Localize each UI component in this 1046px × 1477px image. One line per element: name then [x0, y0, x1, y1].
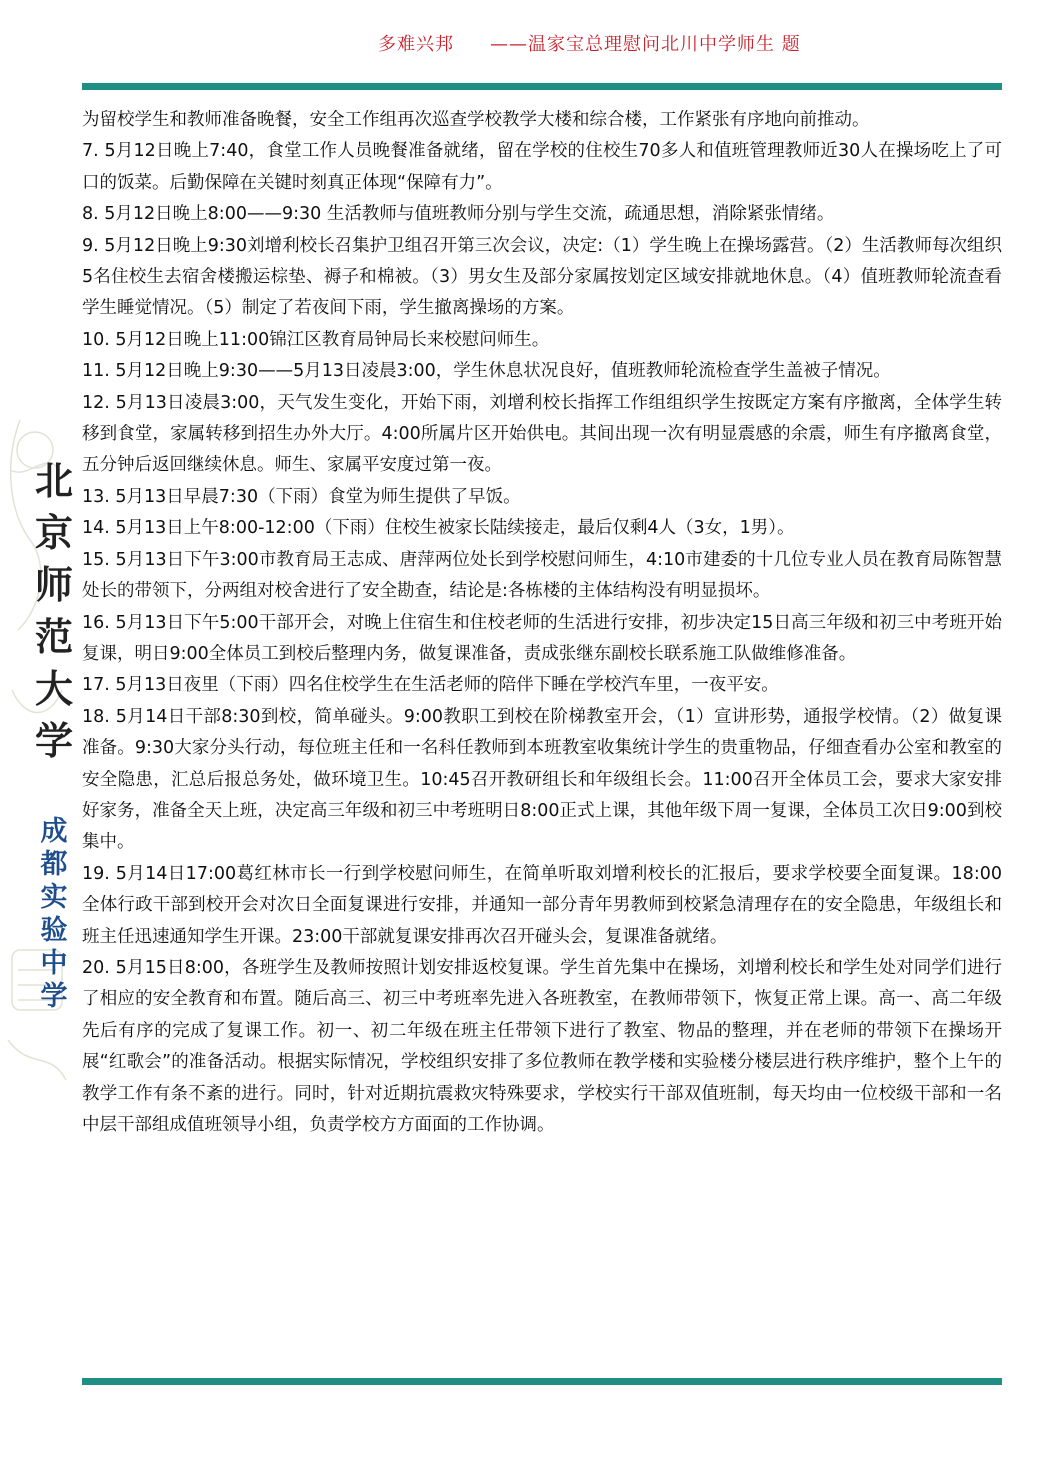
- paragraph-20: 20. 5月15日8:00，各班学生及教师按照计划安排返校复课。学生首先集中在操场，刘增利校长和学生处对同学们进行了相应的安全教育和布置。随后高三、初三中考班率先进入各班教室，在教师带领下，恢复正常上课。高一、高二年级先后有序的完成了复课工作。初一、初二年级在班主任带领下进行了教室、物品的整理，并在老师的带领下在操场开展“红歌会”的准备活动。根据实际情况，学校组织安排了多位教师在教学楼和实验楼分楼层进行秩序维护，整个上午的教学工作有条不紊的进行。同时，针对近期抗震救灾特殊要求，学校实行干部双值班制，每天均由一位校级干部和一名中层干部组成值班领导小组，负责学校方方面面的工作协调。: [82, 957, 1002, 1135]
- page-header: [0, 30, 1046, 64]
- top-divider: [82, 83, 1002, 90]
- paragraph-8: 8. 5月12日晚上8:00——9:30 生活教师与值班教师分别与学生交流，疏通思想，消除紧张情绪。: [82, 204, 835, 225]
- document-body: [82, 105, 1002, 1141]
- paragraph-10: 10. 5月12日晚上11:00锦江区教育局钟局长来校慰问师生。: [82, 329, 550, 350]
- header-motto: 多难兴邦: [378, 34, 454, 55]
- paragraph-15: 15. 5月13日下午3:00市教育局王志成、唐萍两位处长到学校慰问师生，4:10市建委的十几位专业人员在教育局陈智慧处长的带领下，分两组对校舍进行了安全勘查，结论是:各栋楼的主体结构没有明显损坏。: [82, 549, 1002, 602]
- school-name-vertical: 北京师范大学: [34, 458, 73, 763]
- paragraph-16: 16. 5月13日下午5:00干部开会，对晚上住宿生和住校老师的生活进行安排，初步决定15日高三年级和初三中考班开始复课，明日9:00全体员工到校后整理内务，做复课准备，责成张继东副校长联系施工队做维修准备。: [82, 612, 1002, 664]
- paragraph-19: 19. 5月14日17:00葛红林市长一行到学校慰问师生，在简单听取刘增利校长的汇报后，要求学校要全面复课。18:00全体行政干部到校开会对次日全面复课进行安排，并通知一部分青年男教师到校紧急清理存在的安全隐患，年级组长和班主任迅速通知学生开课。23:00干部就复课安排再次召开碰头会，复课准备就绪。: [82, 863, 1002, 947]
- paragraph-18: 18. 5月14日干部8:30到校，简单碰头。9:00教职工到校在阶梯教室开会，（1）宣讲形势，通报学校情。（2）做复课准备。9:30大家分头行动，每位班主任和一名科任教师到本班教室收集统计学生的贵重物品，仔细查看办公室和教室的安全隐患，汇总后报总务处，做环境卫生。10:45召开教研组长和年级组长会。11:00召开全体员工会，要求大家安排好家务，准备全天上班，决定高三年级和初三中考班明日8:00正式上课，其他年级下周一复课，全体员工次日9:00到校集中。: [82, 706, 1002, 853]
- paragraph-12: 12. 5月13日凌晨3:00，天气发生变化，开始下雨，刘增利校长指挥工作组组织学生按既定方案有序撤离，全体学生转移到食堂，家属转移到招生办外大厅。4:00所属片区开始供电。其间出现一次有明显震感的余震，师生有序撤离食堂，五分钟后返回继续休息。师生、家属平安度过第一夜。: [82, 392, 1002, 476]
- paragraph-7: 7. 5月12日晚上7:40，食堂工作人员晚餐准备就绪，留在学校的住校生70多人和值班管理教师近30人在操场吃上了可口的饭菜。后勤保障在关键时刻真正体现“保障有力”。: [82, 141, 1002, 193]
- paragraph-11: 11. 5月12日晚上9:30——5月13日凌晨3:00，学生休息状况良好，值班教师轮流检查学生盖被子情况。: [82, 361, 891, 382]
- header-attribution: ——温家宝总理慰问北川中学师生 题: [490, 34, 801, 55]
- paragraph-0: 为留校学生和教师准备晚餐，安全工作组再次巡查学校教学大楼和综合楼，工作紧张有序地向前推动。: [82, 110, 870, 130]
- paragraph-13: 13. 5月13日早晨7:30（下雨）食堂为师生提供了早饭。: [82, 486, 521, 507]
- paragraph-9: 9. 5月12日晚上9:30刘增利校长召集护卫组召开第三次会议，决定:（1）学生晚上在操场露营。（2）生活教师每次组织5名住校生去宿舍楼搬运棕垫、褥子和棉被。（3）男女生及部分家属按划定区域安排就地休息。（4）值班教师轮流查看学生睡觉情况。（5）制定了若夜间下雨，学生撤离操场的方案。: [82, 235, 1002, 319]
- paragraph-14: 14. 5月13日上午8:00-12:00（下雨）住校生被家长陆续接走，最后仅剩4人（3女，1男）。: [82, 518, 795, 539]
- school-subname-vertical: 成都实验中学: [40, 816, 68, 1012]
- paragraph-17: 17. 5月13日夜里（下雨）四名住校学生在生活老师的陪伴下睡在学校汽车里，一夜平安。: [82, 675, 779, 696]
- bottom-divider: [82, 1378, 1002, 1385]
